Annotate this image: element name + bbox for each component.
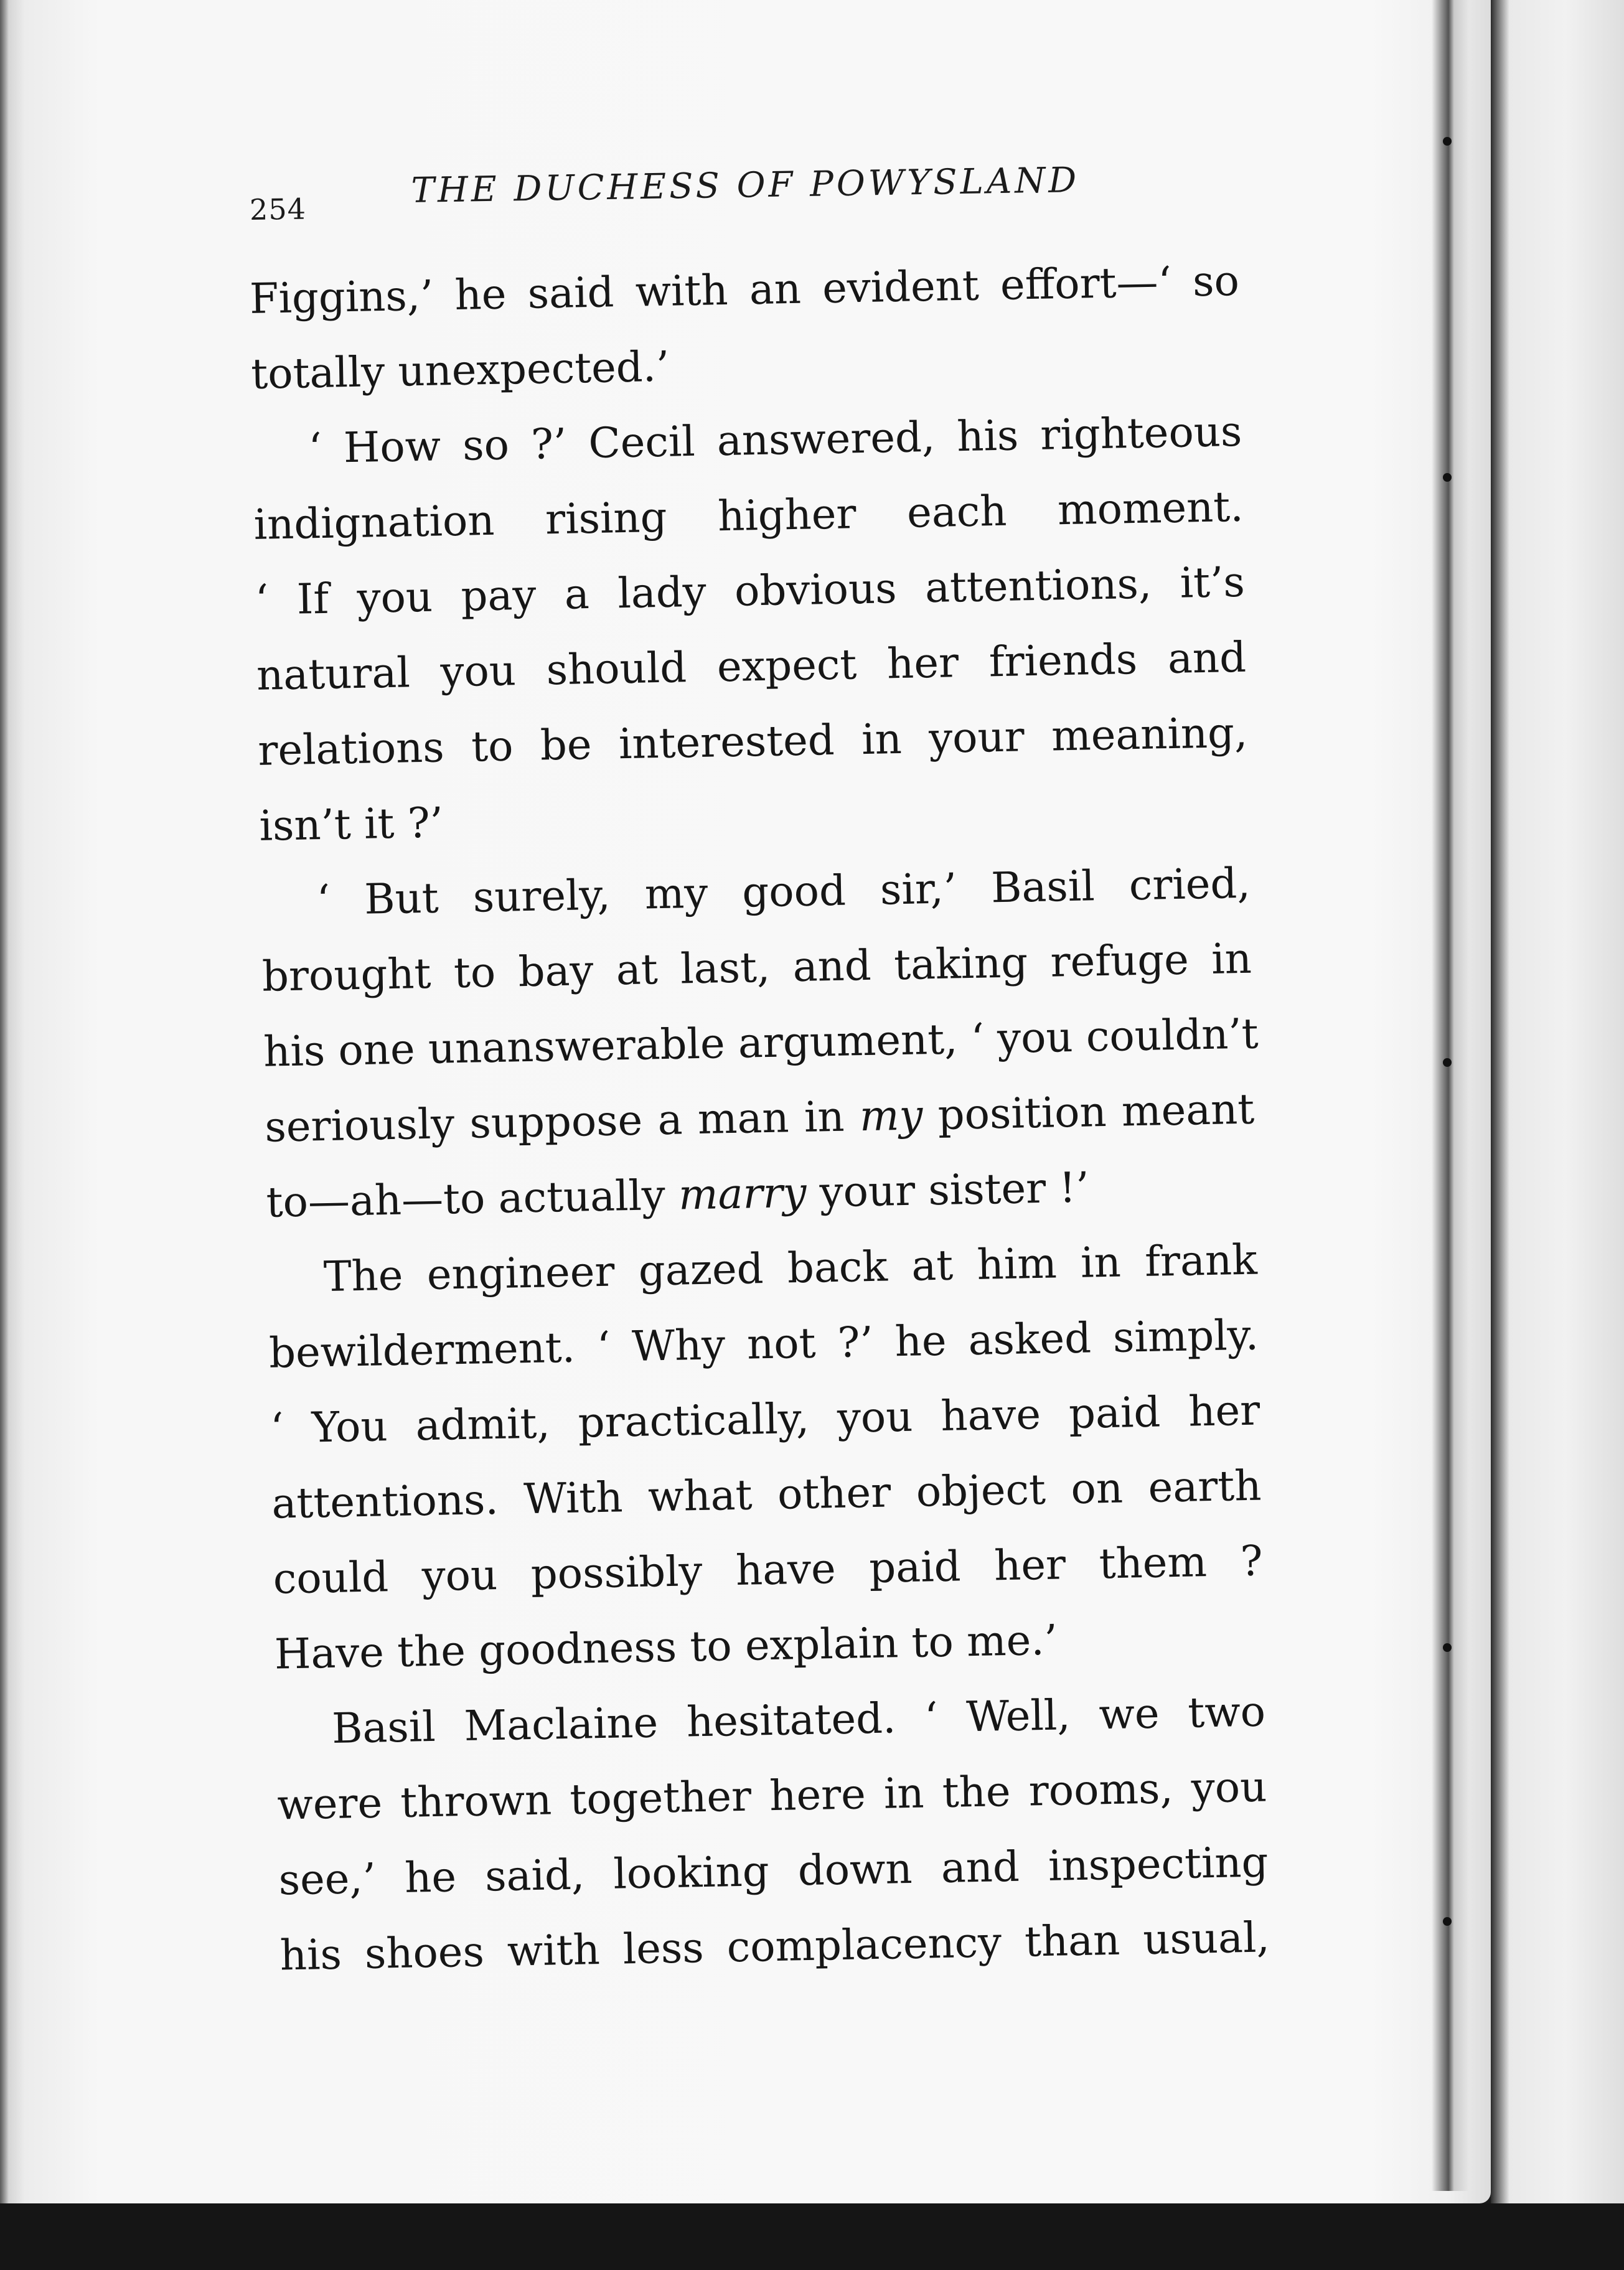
text-line: relations to be interested in your meaning, [257, 708, 1248, 775]
text-line: ‘ If you pay a lady obvious attentions, it’s [255, 557, 1246, 624]
text-line: his shoes with less complacency than usual, [279, 1913, 1270, 1980]
text-line: Basil Maclaine hesitated. ‘ Well, we two [331, 1687, 1266, 1753]
text-line: indignation rising higher each moment. [253, 482, 1244, 549]
text-line: seriously suppose a man in my position meant [264, 1084, 1255, 1151]
facing-page-edge [1491, 0, 1624, 2270]
text-line: his one unanswerable argument, ‘ you couldn’t [263, 1009, 1259, 1076]
page-left-edge-shadow [0, 0, 9, 2203]
text-line: see,’ he said, looking down and inspecting [278, 1837, 1269, 1905]
text-line: to—ah—to actually marry your sister !’ [265, 1163, 1090, 1227]
page-number: 254 [249, 192, 307, 227]
body-text [249, 243, 1270, 1994]
text-line: isn’t it ?’ [258, 798, 444, 850]
text-line: Figgins,’ he said with an evident effort—‘ so [249, 256, 1240, 323]
binding-stitch [1443, 1058, 1452, 1067]
text-line: ‘ How so ?’ Cecil answered, his righteous [307, 406, 1242, 473]
binding-gutter-shadow [1432, 0, 1469, 2191]
binding-stitch [1443, 1643, 1452, 1652]
text-line: were thrown together here in the rooms, you [276, 1762, 1267, 1829]
text-line: The engineer gazed back at him in frank [323, 1235, 1258, 1301]
text-line: Have the goodness to explain to me.’ [274, 1615, 1058, 1679]
text-line: bewilderment. ‘ Why not ?’ he asked simply. [268, 1310, 1259, 1377]
text-line: attentions. With what other object on earth [271, 1461, 1262, 1528]
binding-stitch [1443, 473, 1452, 482]
text-line: ‘ You admit, practically, you have paid her [270, 1386, 1260, 1453]
running-head: THE DUCHESS OF POWYSLAND [411, 160, 1080, 211]
binding-stitch [1443, 1917, 1452, 1926]
text-line: totally unexpected.’ [250, 342, 670, 398]
text-line: could you possibly have paid her them ? [273, 1536, 1264, 1603]
scan-background-strip [0, 2203, 1624, 2270]
binding-stitch [1443, 137, 1452, 146]
text-line: natural you should expect her friends and [256, 632, 1247, 700]
text-line: ‘ But surely, my good sir,’ Basil cried, [316, 858, 1251, 925]
text-line: brought to bay at last, and taking refuge in [261, 934, 1252, 1001]
